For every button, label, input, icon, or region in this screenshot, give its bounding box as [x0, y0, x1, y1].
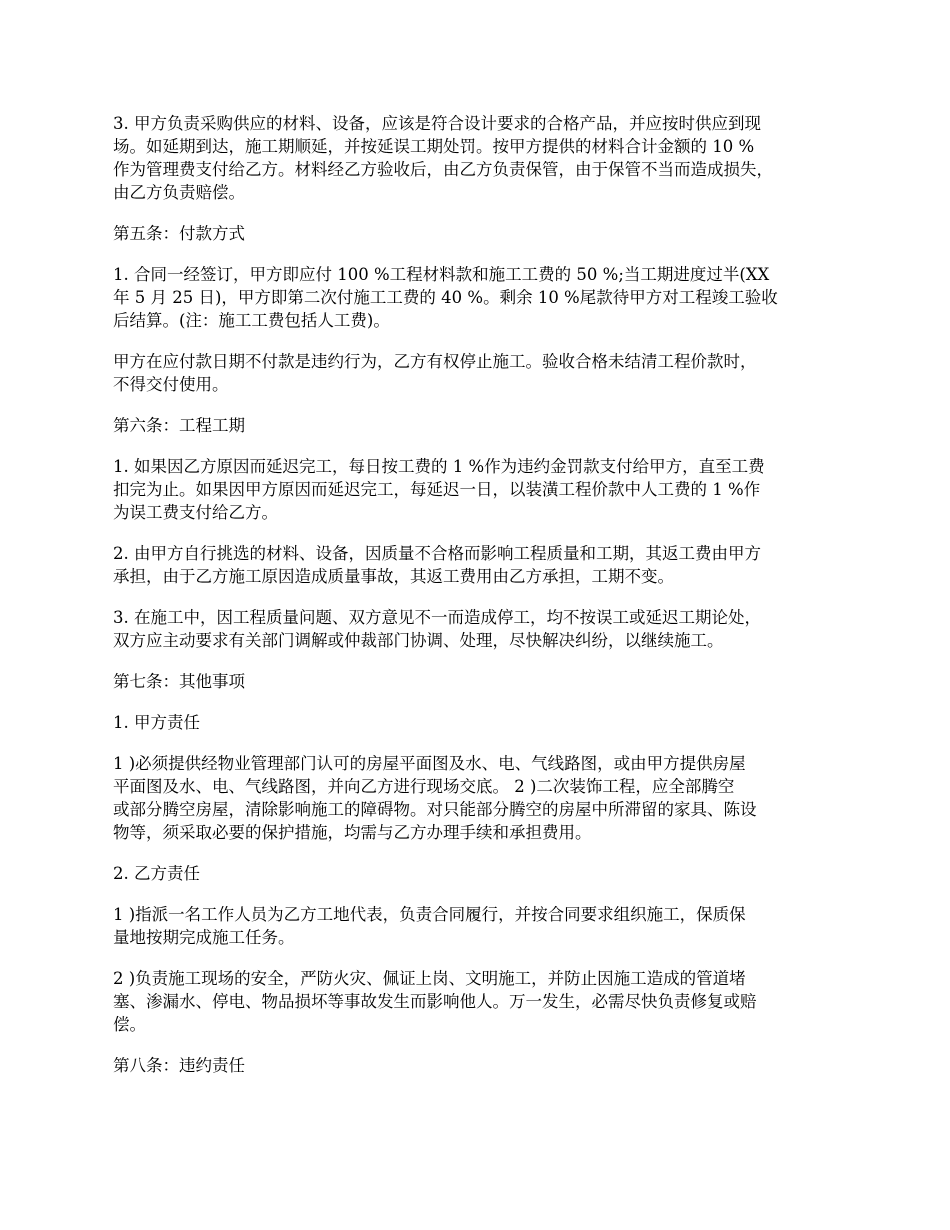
paragraph-line: 扣完为止。如果因甲方原因而延迟完工，每延迟一日，以装潢工程价款中人工费的 1 %作: [113, 480, 761, 499]
paragraph-line: 平面图及水、电、气线路图，并向乙方进行现场交底。 2 )二次装饰工程，应全部腾空: [113, 777, 735, 796]
paragraph-line: 不得交付使用。: [113, 375, 229, 394]
paragraph-line: 1 )指派一名工作人员为乙方工地代表，负责合同履行，并按合同要求组织施工，保质保: [113, 905, 746, 924]
document-paragraph: [113, 711, 853, 734]
paragraph-line: 场。如延期到达，施工期顺延，并按延误工期处罚。按甲方提供的材料合计金额的 10 %: [113, 137, 755, 156]
paragraph-line: 后结算。(注：施工工费包括人工费)。: [113, 311, 390, 330]
paragraph-line: 年 5 月 25 日)，甲方即第二次付施工工费的 40 %。剩余 10 %尾款待甲方对工程竣工验收: [113, 288, 778, 307]
paragraph-line: 第八条：违约责任: [113, 1056, 245, 1075]
document-body: [113, 112, 853, 1077]
paragraph-line: 甲方在应付款日期不付款是违约行为，乙方有权停止施工。验收合格未结清工程价款时，: [113, 352, 757, 371]
paragraph-line: 1. 如果因乙方原因而延迟完工，每日按工费的 1 %作为违约金罚款支付给甲方，直至工费: [113, 457, 765, 476]
document-paragraph: [113, 606, 853, 652]
paragraph-line: 2 )负责施工现场的安全，严防火灾、佩证上岗、文明施工，并防止因施工造成的管道堵: [113, 969, 746, 988]
document-page: [113, 112, 853, 1095]
paragraph-line: 物等，须采取必要的保护措施，均需与乙方办理手续和承担费用。: [113, 823, 592, 842]
document-paragraph: [113, 455, 853, 524]
paragraph-line: 塞、渗漏水、停电、物品损坏等事故发生而影响他人。万一发生，必需尽快负责修复或赔: [113, 992, 757, 1011]
paragraph-line: 2. 乙方责任: [113, 864, 200, 883]
document-paragraph: [113, 1054, 853, 1077]
paragraph-line: 偿。: [113, 1015, 146, 1034]
paragraph-line: 2. 由甲方自行挑选的材料、设备，因质量不合格而影响工程质量和工期，其返工费由甲方: [113, 544, 761, 563]
paragraph-line: 第五条：付款方式: [113, 224, 245, 243]
paragraph-line: 1. 合同一经签订，甲方即应付 100 %工程材料款和施工工费的 50 %;当工期进度过半(XX: [113, 265, 770, 284]
document-paragraph: [113, 903, 853, 949]
document-paragraph: [113, 752, 853, 844]
paragraph-line: 3. 在施工中，因工程质量问题、双方意见不一而造成停工，均不按误工或延迟工期论处，: [113, 608, 761, 627]
paragraph-line: 量地按期完成施工任务。: [113, 928, 295, 947]
paragraph-line: 第七条：其他事项: [113, 672, 245, 691]
document-paragraph: [113, 542, 853, 588]
document-paragraph: [113, 263, 853, 332]
document-paragraph: [113, 414, 853, 437]
paragraph-line: 3. 甲方负责采购供应的材料、设备，应该是符合设计要求的合格产品，并应按时供应到现: [113, 114, 761, 133]
document-paragraph: [113, 967, 853, 1036]
paragraph-line: 为误工费支付给乙方。: [113, 503, 278, 522]
document-paragraph: [113, 350, 853, 396]
paragraph-line: 作为管理费支付给乙方。材料经乙方验收后，由乙方负责保管，由于保管不当而造成损失，: [113, 160, 773, 179]
paragraph-line: 双方应主动要求有关部门调解或仲裁部门协调、处理，尽快解决纠纷，以继续施工。: [113, 631, 724, 650]
paragraph-line: 第六条：工程工期: [113, 416, 245, 435]
document-paragraph: [113, 670, 853, 693]
document-paragraph: [113, 222, 853, 245]
paragraph-line: 或部分腾空房屋，清除影响施工的障碍物。对只能部分腾空的房屋中所滞留的家具、陈设: [113, 800, 757, 819]
paragraph-line: 由乙方负责赔偿。: [113, 183, 245, 202]
document-paragraph: [113, 112, 853, 204]
paragraph-line: 1 )必须提供经物业管理部门认可的房屋平面图及水、电、气线路图，或由甲方提供房屋: [113, 754, 746, 773]
paragraph-line: 承担，由于乙方施工原因造成质量事故，其返工费用由乙方承担，工期不变。: [113, 567, 674, 586]
paragraph-line: 1. 甲方责任: [113, 713, 200, 732]
document-paragraph: [113, 862, 853, 885]
